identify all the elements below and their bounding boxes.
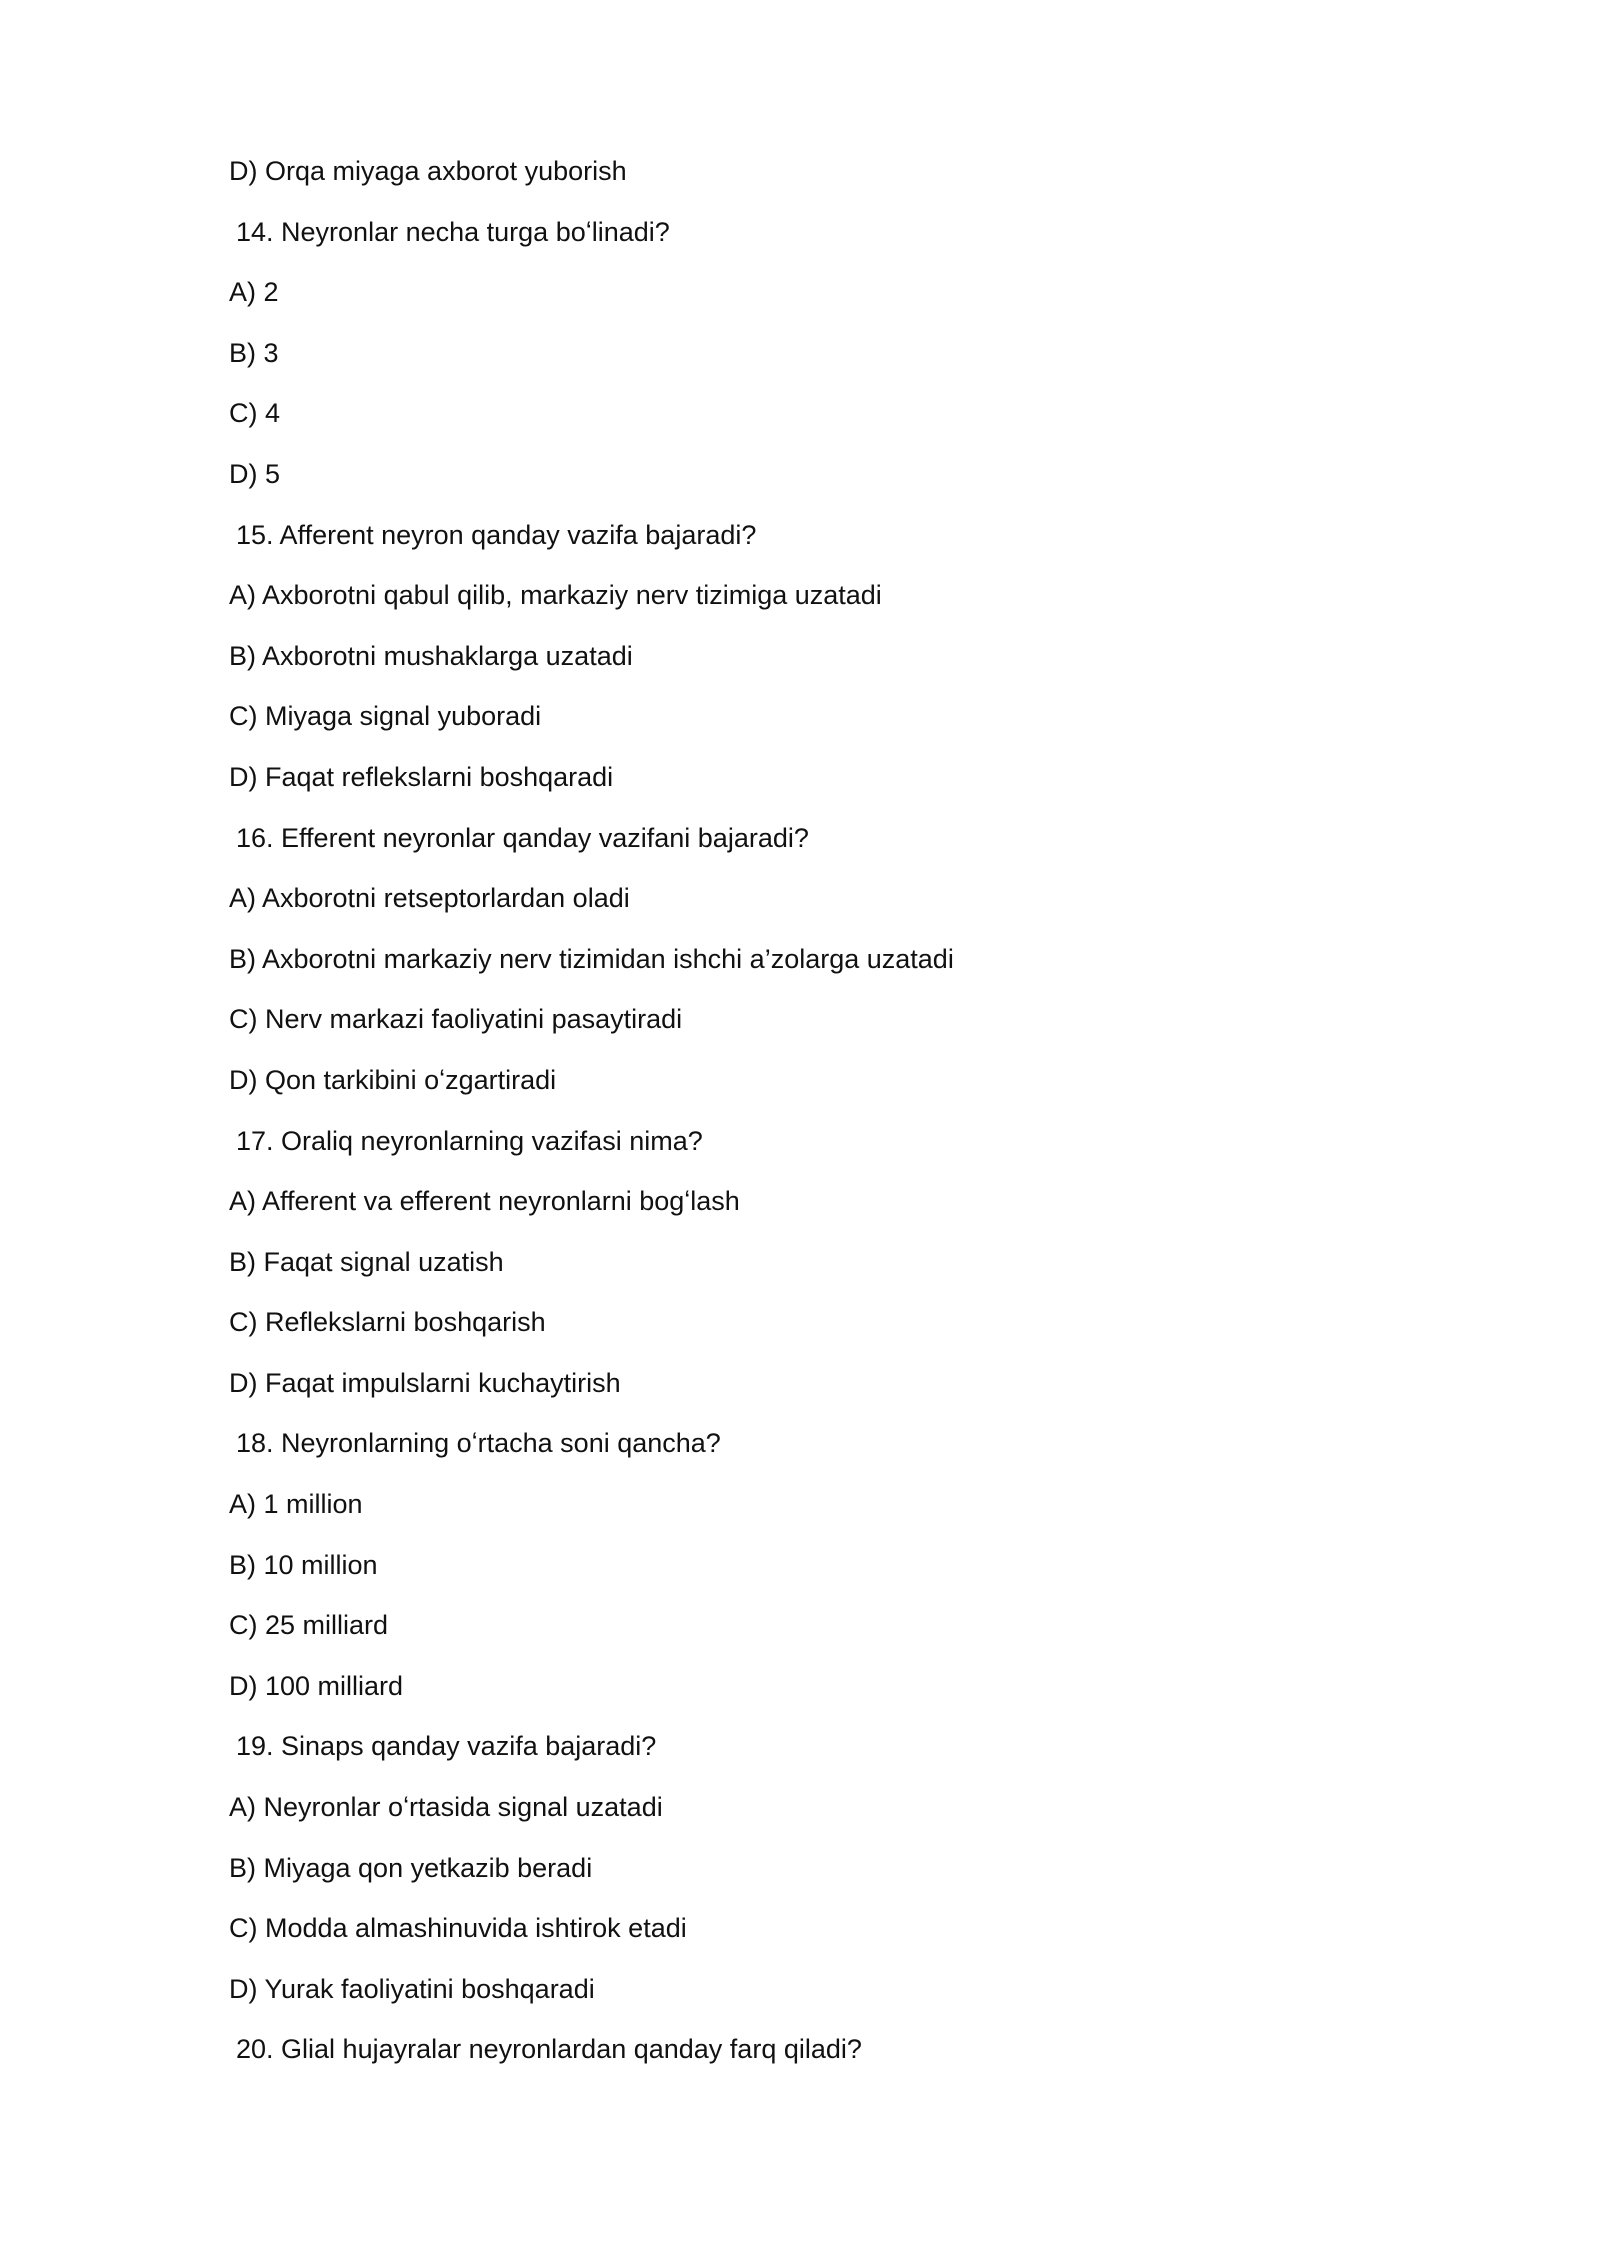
answer-option: D) Faqat reflekslarni boshqaradi	[229, 761, 614, 792]
question-text: 15. Afferent neyron qanday vazifa bajaradi?	[236, 519, 757, 550]
answer-option: C) 25 milliard	[229, 1610, 389, 1641]
answer-option: D) Yurak faoliyatini boshqaradi	[229, 1973, 595, 2004]
question-text: 17. Oraliq neyronlarning vazifasi nima?	[236, 1125, 703, 1156]
answer-option: D) Qon tarkibini oʻzgartiradi	[229, 1064, 557, 1095]
answer-option: C) Reflekslarni boshqarish	[229, 1307, 546, 1338]
answer-option: D) 100 milliard	[229, 1670, 404, 1701]
answer-option: B) Miyaga qon yetkazib beradi	[229, 1852, 593, 1883]
answer-option: B) Axborotni mushaklarga uzatadi	[229, 640, 633, 671]
answer-option: A) 1 million	[229, 1489, 363, 1520]
answer-option: C) Miyaga signal yuboradi	[229, 701, 542, 732]
question-text: 18. Neyronlarning oʻrtacha soni qancha?	[236, 1428, 721, 1459]
answer-option: B) 3	[229, 337, 279, 368]
answer-option: A) 2	[229, 277, 279, 308]
answer-option: D) 5	[229, 458, 281, 489]
answer-option: B) Axborotni markaziy nerv tizimidan ishchi a’zolarga uzatadi	[229, 943, 954, 974]
answer-option: C) Nerv markazi faoliyatini pasaytiradi	[229, 1004, 683, 1035]
answer-option: A) Axborotni retseptorlardan oladi	[229, 883, 630, 914]
question-text: 19. Sinaps qanday vazifa bajaradi?	[236, 1731, 657, 1762]
answer-option: B) 10 million	[229, 1549, 378, 1580]
answer-option: D) Faqat impulslarni kuchaytirish	[229, 1367, 621, 1398]
answer-option: A) Axborotni qabul qilib, markaziy nerv tizimiga uzatadi	[229, 580, 882, 611]
answer-option: A) Afferent va efferent neyronlarni bogʻlash	[229, 1186, 740, 1217]
answer-option: A) Neyronlar oʻrtasida signal uzatadi	[229, 1792, 663, 1823]
question-text: 20. Glial hujayralar neyronlardan qanday farq qiladi?	[236, 2034, 862, 2065]
question-list	[229, 150, 1429, 2089]
question-text: 16. Efferent neyronlar qanday vazifani bajaradi?	[236, 822, 809, 853]
answer-option: C) Modda almashinuvida ishtirok etadi	[229, 1913, 687, 1944]
answer-option: C) 4	[229, 398, 281, 429]
answer-option: D) Orqa miyaga axborot yuborish	[229, 156, 627, 186]
question-text: 14. Neyronlar necha turga boʻlinadi?	[236, 216, 670, 247]
answer-option: B) Faqat signal uzatish	[229, 1246, 504, 1277]
